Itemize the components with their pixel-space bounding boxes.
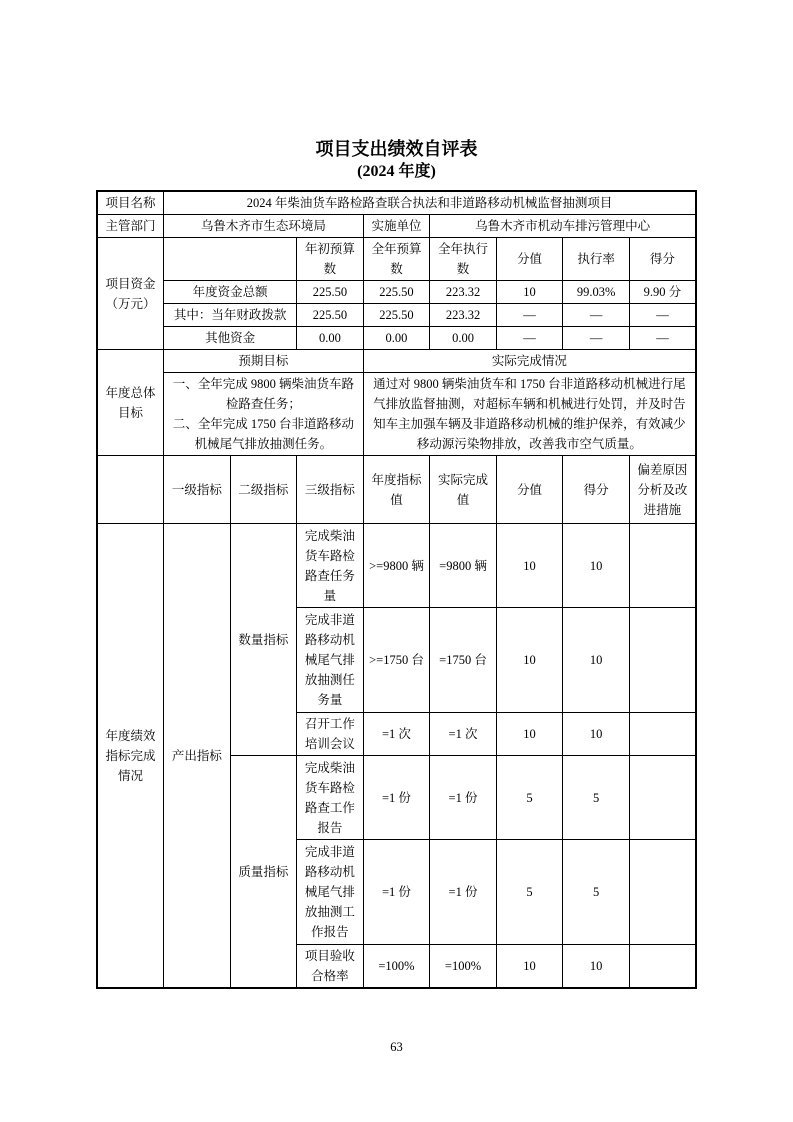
indicator-target: =1 份 <box>363 840 430 945</box>
expected-goal-content <box>164 373 364 456</box>
funding-fiscal-annual-execution: 223.32 <box>430 304 497 327</box>
indicator-score-value: 10 <box>496 945 563 989</box>
indicator-header-actual: 实际完成值 <box>430 456 497 524</box>
project-funds-section-label: 项目资金（万元） <box>97 238 164 350</box>
indicator-deviation <box>629 608 696 713</box>
expected-goal-line-1: 一、全年完成 9800 辆柴油货车路检路查任务； <box>172 377 354 411</box>
expected-goal-header: 预期目标 <box>164 350 364 373</box>
indicator-actual: =1750 台 <box>430 608 497 713</box>
indicator-score-value: 5 <box>496 840 563 945</box>
level2-indicator-quantity: 数量指标 <box>230 524 297 756</box>
indicator-header-score: 得分 <box>563 456 630 524</box>
indicator-header-deviation: 偏差原因分析及改进措施 <box>629 456 696 524</box>
funding-header-annual-budget: 全年预算数 <box>363 238 430 281</box>
funding-total-label: 年度资金总额 <box>164 281 297 304</box>
indicator-target: =100% <box>363 945 430 989</box>
indicator-empty-corner <box>97 456 164 524</box>
indicator-score: 10 <box>563 713 630 756</box>
indicator-header-score-value: 分值 <box>496 456 563 524</box>
level2-indicator-quality: 质量指标 <box>230 756 297 989</box>
indicator-score-value: 10 <box>496 608 563 713</box>
expected-goal-line-2: 二、全年完成 1750 台非道路移动机械尾气排放抽测任务。 <box>172 417 354 451</box>
level1-indicator-output: 产出指标 <box>164 524 231 989</box>
funding-other-annual-execution: 0.00 <box>430 327 497 350</box>
funding-other-score-value: — <box>496 327 563 350</box>
indicator-target: >=1750 台 <box>363 608 430 713</box>
indicator-score-value: 10 <box>496 713 563 756</box>
funding-other-initial-budget: 0.00 <box>297 327 364 350</box>
funding-total-annual-budget: 225.50 <box>363 281 430 304</box>
funding-header-score-value: 分值 <box>496 238 563 281</box>
page-title: 项目支出绩效自评表 <box>315 139 478 159</box>
actual-completion-header: 实际完成情况 <box>363 350 696 373</box>
implementing-unit-label: 实施单位 <box>363 215 430 238</box>
funding-header-initial-budget: 年初预算数 <box>297 238 364 281</box>
indicator-deviation <box>629 524 696 608</box>
indicator-name: 完成非道路移动机械尾气排放抽测任务量 <box>297 608 364 713</box>
funding-fiscal-execution-rate: — <box>563 304 630 327</box>
indicator-name: 项目验收合格率 <box>297 945 364 989</box>
indicator-deviation <box>629 945 696 989</box>
indicator-target: >=9800 辆 <box>363 524 430 608</box>
indicator-actual: =100% <box>430 945 497 989</box>
annual-goal-section-label: 年度总体目标 <box>97 350 164 456</box>
page-subtitle: (2024 年度) <box>357 163 436 180</box>
page-number: 63 <box>390 1040 403 1054</box>
actual-completion-content: 通过对 9800 辆柴油货车和 1750 台非道路移动机械进行尾气排放监督抽测，对超标车辆和机械进行处罚，并及时告知车主加强车辆及非道路移动机械的维护保养，有效减少移动源污染物排放，改善我市空气质量。 <box>363 373 696 456</box>
performance-section-label: 年度绩效指标完成情况 <box>97 524 164 989</box>
funding-fiscal-score: — <box>629 304 696 327</box>
indicator-score: 5 <box>563 756 630 840</box>
indicator-score: 10 <box>563 945 630 989</box>
indicator-name: 完成柴油货车路检路查任务量 <box>297 524 364 608</box>
self-evaluation-table <box>96 190 697 989</box>
competent-dept-value: 乌鲁木齐市生态环境局 <box>164 215 364 238</box>
funding-header-execution-rate: 执行率 <box>563 238 630 281</box>
implementing-unit-value: 乌鲁木齐市机动车排污管理中心 <box>430 215 696 238</box>
indicator-score: 5 <box>563 840 630 945</box>
funding-fiscal-score-value: — <box>496 304 563 327</box>
indicator-actual: =1 份 <box>430 756 497 840</box>
project-name-label: 项目名称 <box>97 191 164 215</box>
competent-dept-label: 主管部门 <box>97 215 164 238</box>
indicator-target: =1 份 <box>363 756 430 840</box>
indicator-actual: =1 份 <box>430 840 497 945</box>
indicator-score: 10 <box>563 524 630 608</box>
funding-other-label: 其他资金 <box>164 327 297 350</box>
indicator-name: 完成柴油货车路检路查工作报告 <box>297 756 364 840</box>
funding-fiscal-annual-budget: 225.50 <box>363 304 430 327</box>
indicator-header-level3: 三级指标 <box>297 456 364 524</box>
indicator-target: =1 次 <box>363 713 430 756</box>
indicator-header-level1: 一级指标 <box>164 456 231 524</box>
funding-total-execution-rate: 99.03% <box>563 281 630 304</box>
funding-total-initial-budget: 225.50 <box>297 281 364 304</box>
indicator-score: 10 <box>563 608 630 713</box>
funding-other-score: — <box>629 327 696 350</box>
funding-other-annual-budget: 0.00 <box>363 327 430 350</box>
indicator-score-value: 5 <box>496 756 563 840</box>
title-block <box>0 0 793 182</box>
funding-total-annual-execution: 223.32 <box>430 281 497 304</box>
funding-empty-corner <box>164 238 297 281</box>
indicator-name: 召开工作培训会议 <box>297 713 364 756</box>
indicator-deviation <box>629 840 696 945</box>
indicator-score-value: 10 <box>496 524 563 608</box>
funding-total-score: 9.90 分 <box>629 281 696 304</box>
indicator-deviation <box>629 713 696 756</box>
indicator-actual: =1 次 <box>430 713 497 756</box>
funding-other-execution-rate: — <box>563 327 630 350</box>
funding-fiscal-initial-budget: 225.50 <box>297 304 364 327</box>
indicator-header-target: 年度指标值 <box>363 456 430 524</box>
indicator-name: 完成非道路移动机械尾气排放抽测工作报告 <box>297 840 364 945</box>
indicator-deviation <box>629 756 696 840</box>
funding-fiscal-label: 其中：当年财政拨款 <box>164 304 297 327</box>
funding-header-score: 得分 <box>629 238 696 281</box>
project-name-value: 2024 年柴油货车路检路查联合执法和非道路移动机械监督抽测项目 <box>164 191 696 215</box>
indicator-header-level2: 二级指标 <box>230 456 297 524</box>
indicator-actual: =9800 辆 <box>430 524 497 608</box>
funding-header-annual-execution: 全年执行数 <box>430 238 497 281</box>
funding-total-score-value: 10 <box>496 281 563 304</box>
